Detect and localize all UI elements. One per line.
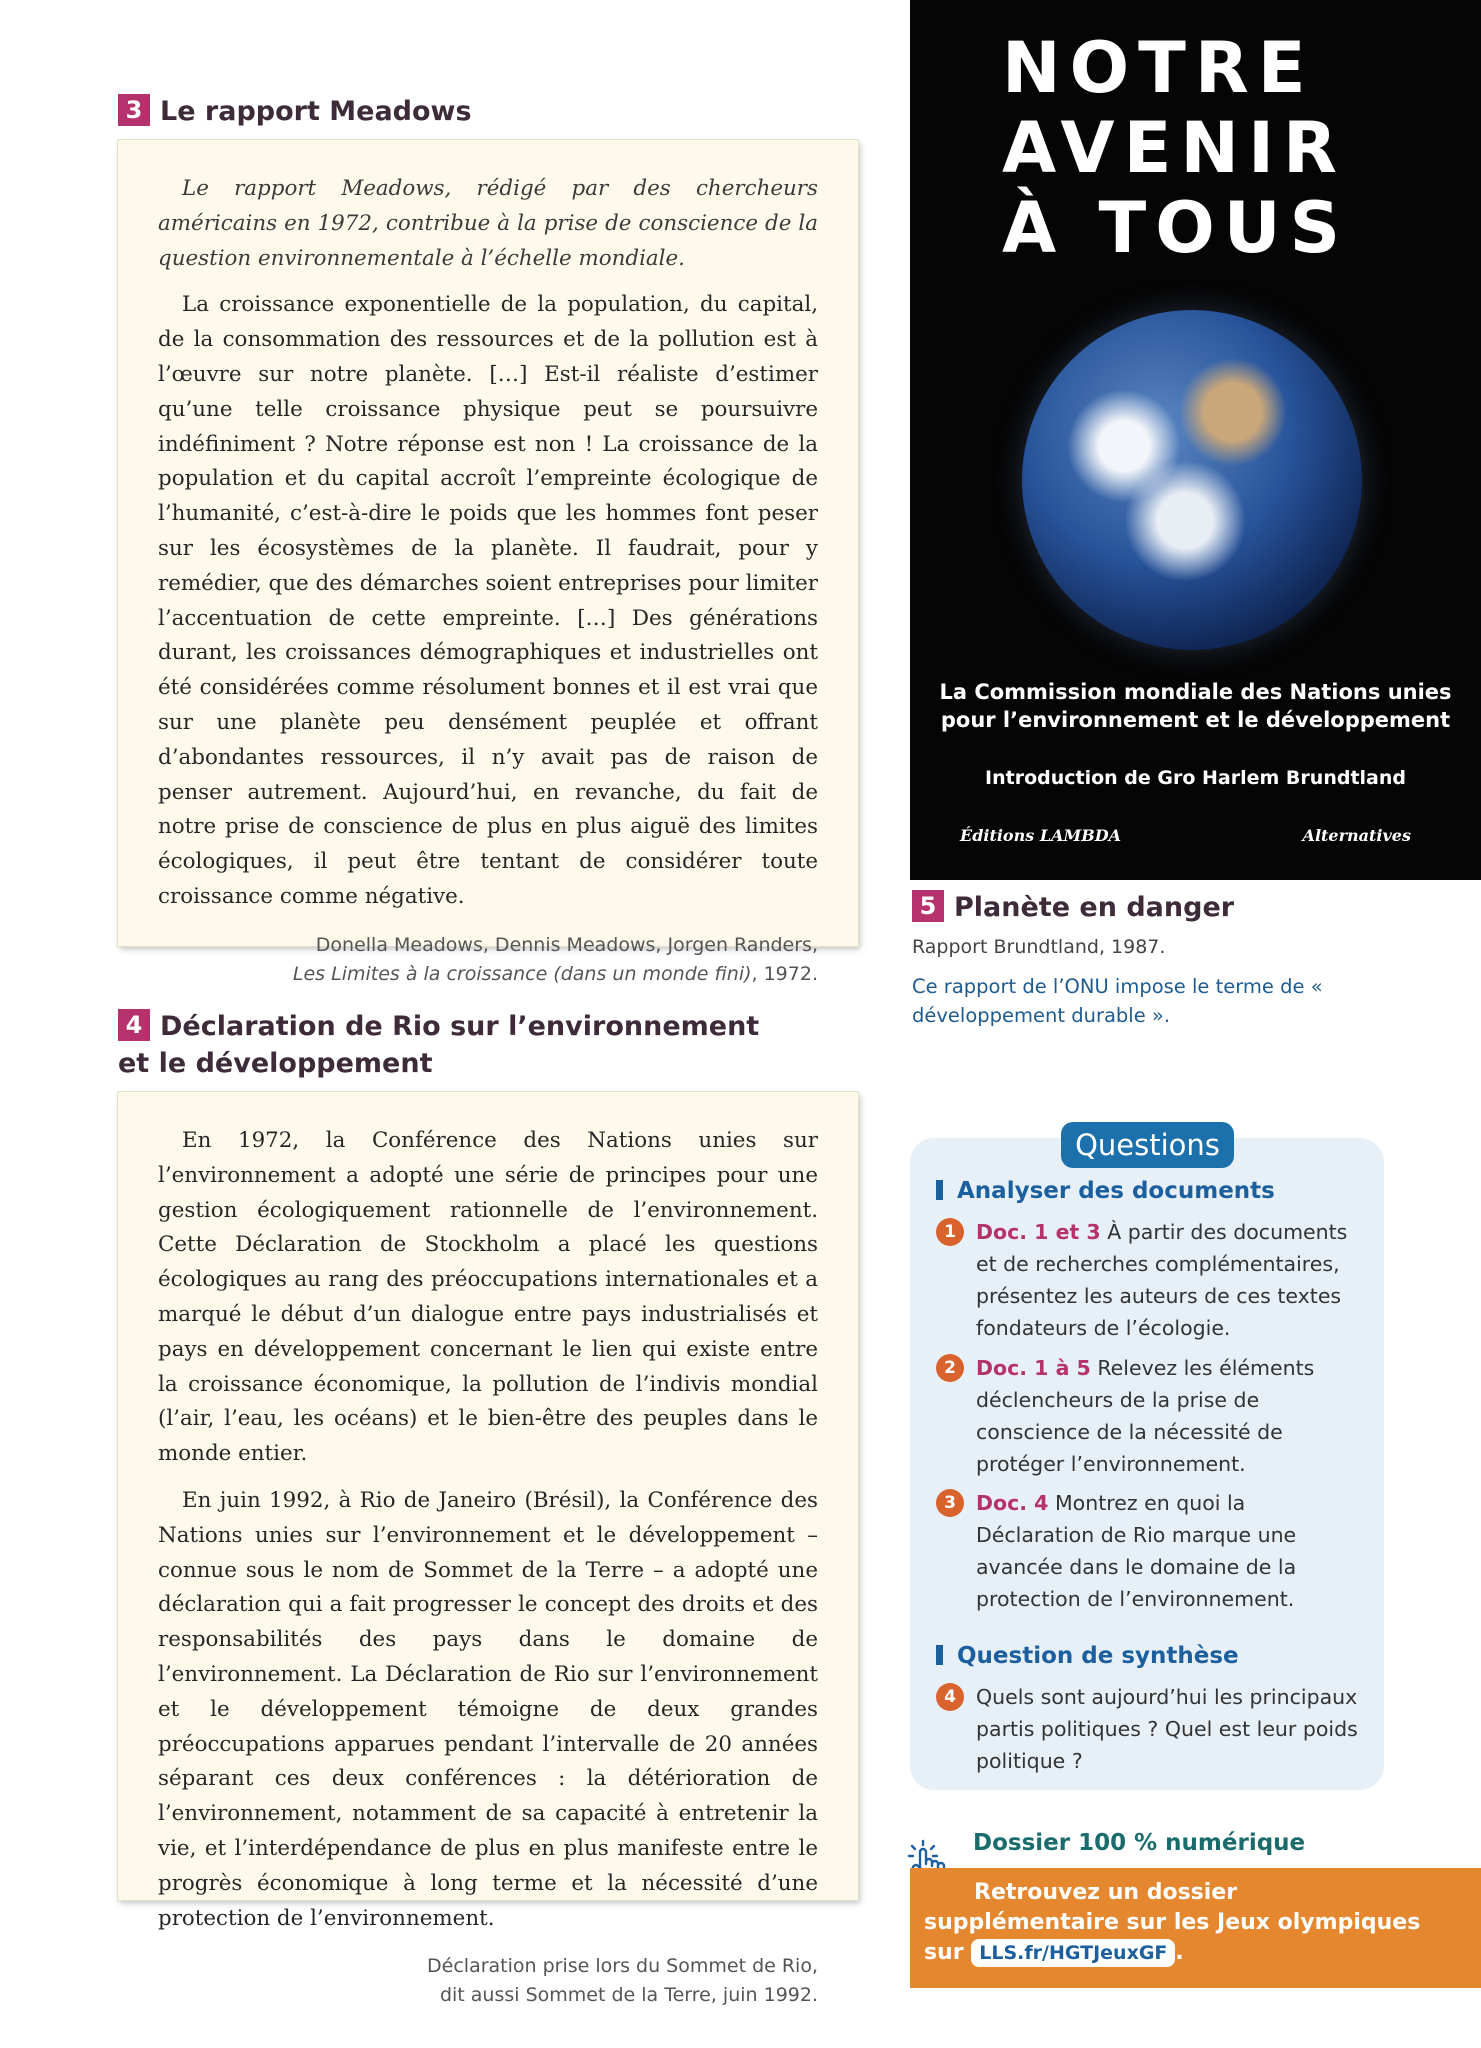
doc3-source-book: Les Limites à la croissance (dans un monde fini) [292, 962, 752, 985]
dossier-link[interactable]: LLS.fr/HGTJeuxGF [971, 1939, 1175, 1967]
question-2-ref: Doc. 1 à 5 [976, 1356, 1091, 1380]
doc5-number: 5 [912, 890, 944, 922]
doc4-heading [118, 1008, 759, 1082]
section-synthese [936, 1643, 1239, 1669]
question-number-badge: 2 [936, 1354, 964, 1382]
dossier-line3-suffix: . [1175, 1940, 1184, 1965]
doc3-heading [118, 93, 472, 130]
doc3-source-year: , 1972. [751, 962, 818, 985]
book-cover-image [910, 0, 1481, 880]
doc5-source: Rapport Brundtland, 1987. [912, 936, 1166, 958]
doc3-body: La croissance exponentielle de la population, du capital, de la consommation des ressources et de la pollution est à l’œuvre sur notre planète. […] Est-il réaliste d’estimer qu’une telle croissance physique peut se poursuivre indéfiniment ? Notre réponse est non ! La croissance de la population et du capital accroît l’empreinte écologique de l’humanité, c’est-à-dire le poids que les hommes font peser sur les écosystèmes de la planète. Il faudrait, pour y remédier, que des démarches soient entreprises pour limiter l’accentuation de cette empreinte. […] Des générations durant, les croissances démographiques et industrielles ont été considérées comme résolument bonnes et il est vrai que sur une planète peu densément peuplée et offrant d’abondantes ressources, il n’y avait pas de raison de penser autrement. Aujourd’hui, en revanche, du fait de notre prise de conscience de plus en plus aiguë des limites écologiques, il peut être tentant de considérer toute croissance comme négative. [158, 292, 818, 909]
doc3-number: 3 [118, 94, 150, 126]
question-3 [936, 1487, 1366, 1615]
question-4 [936, 1681, 1366, 1777]
cover-publisher: Éditions LAMBDA [960, 826, 1121, 845]
question-3-text: Montrez en quoi la Déclaration de Rio marque une avancée dans le domaine de la protection de l’environnement. [976, 1491, 1297, 1611]
question-1-ref: Doc. 1 et 3 [976, 1220, 1101, 1244]
dossier-box [910, 1868, 1481, 1988]
dossier-line3-prefix: sur [924, 1940, 964, 1965]
question-number-badge: 4 [936, 1683, 964, 1711]
question-1-text: À partir des documents et de recherches complémentaires, présentez les auteurs de ces textes fondateurs de l’écologie. [976, 1220, 1348, 1340]
doc4-paragraph-1: En 1972, la Conférence des Nations unies sur l’environnement a adopté une série de principes pour une gestion écologiquement rationnelle de l’environnement. Cette Déclaration de Stockholm a placé les questions écologiques au rang des préoccupations internationales et a marqué le début d’un dialogue entre pays industrialisés et pays en développement concernant le lien qui existe entre la croissance économique, la pollution de l’indivis mondial (l’air, l’eau, les océans) et le bien-être des peuples dans le monde entier. [158, 1128, 818, 1467]
cover-intro: Introduction de Gro Harlem Brundtland [985, 767, 1406, 789]
doc3-textbox [118, 140, 858, 985]
questions-badge: Questions [1061, 1122, 1234, 1168]
question-number-badge: 3 [936, 1489, 964, 1517]
doc5-caption: Ce rapport de l’ONU impose le terme de « développement durable ». [912, 975, 1323, 1027]
doc3-title: Le rapport Meadows [160, 96, 472, 127]
section-analyser-label: Analyser des documents [957, 1178, 1275, 1204]
doc4-source [158, 1952, 818, 2010]
section-bar-icon [936, 1180, 943, 1200]
earth-image [1022, 310, 1362, 650]
cover-subtitle [910, 678, 1481, 734]
question-4-text: Quels sont aujourd’hui les principaux partis politiques ? Quel est leur poids politique ? [976, 1685, 1358, 1773]
question-number-badge: 1 [936, 1218, 964, 1246]
doc4-textbox [118, 1092, 858, 2007]
dossier-line2: supplémentaire sur les Jeux olympiques [924, 1910, 1421, 1935]
cover-subtitle-line2: pour l’environnement et le développement [940, 708, 1451, 732]
doc4-number: 4 [118, 1009, 150, 1041]
question-1 [936, 1216, 1366, 1344]
cover-collection: Alternatives [1302, 826, 1411, 845]
cover-title-line1: NOTRE [1002, 27, 1315, 109]
doc4-source-line1: Déclaration prise lors du Sommet de Rio, [427, 1955, 818, 1978]
cover-title-line2: AVENIR [1002, 107, 1346, 189]
section-bar-icon [936, 1645, 943, 1665]
cover-title [1002, 28, 1349, 268]
question-3-ref: Doc. 4 [976, 1491, 1049, 1515]
doc3-source-authors: Donella Meadows, Dennis Meadows, Jorgen Randers, [315, 933, 818, 956]
section-analyser [936, 1178, 1275, 1204]
cover-subtitle-line1: La Commission mondiale des Nations unies [939, 680, 1452, 704]
cover-title-line3: À TOUS [1002, 187, 1350, 269]
doc3-source [158, 931, 818, 989]
dossier-title: Dossier 100 % numérique [973, 1830, 1306, 1856]
section-synthese-label: Question de synthèse [957, 1643, 1239, 1669]
doc5-heading [912, 890, 1234, 923]
doc4-title-line1: Déclaration de Rio sur l’environnement [160, 1011, 760, 1042]
doc4-title-line2: et le développement [118, 1048, 433, 1079]
doc3-intro: Le rapport Meadows, rédigé par des chercheurs américains en 1972, contribue à la prise de conscience de la question environnementale à l’échelle mondiale. [158, 176, 818, 271]
question-2 [936, 1352, 1366, 1480]
doc5-title: Planète en danger [954, 892, 1235, 923]
doc4-paragraph-2: En juin 1992, à Rio de Janeiro (Brésil), la Conférence des Nations unies sur l’environnement et le développement – connue sous le nom de Sommet de la Terre – a adopté une déclaration qui a fait progresser le concept des droits et des responsabilités des pays dans le domaine de l’environnement. La Déclaration de Rio sur l’environnement et le développement témoigne de deux grandes préoccupations apparues pendant l’intervalle de 20 années séparant ces deux conférences : la détérioration de l’environnement, notamment de sa capacité à entretenir la vie, et l’interdépendance de plus en plus manifeste entre le progrès économique à long terme et la nécessité d’une protection de l’environnement. [158, 1487, 818, 1931]
dossier-line1: Retrouvez un dossier [974, 1880, 1238, 1905]
doc4-source-line2: dit aussi Sommet de la Terre, juin 1992. [439, 1984, 818, 2007]
question-2-text: Relevez les éléments déclencheurs de la prise de conscience de la nécessité de protéger l’environnement. [976, 1356, 1315, 1476]
